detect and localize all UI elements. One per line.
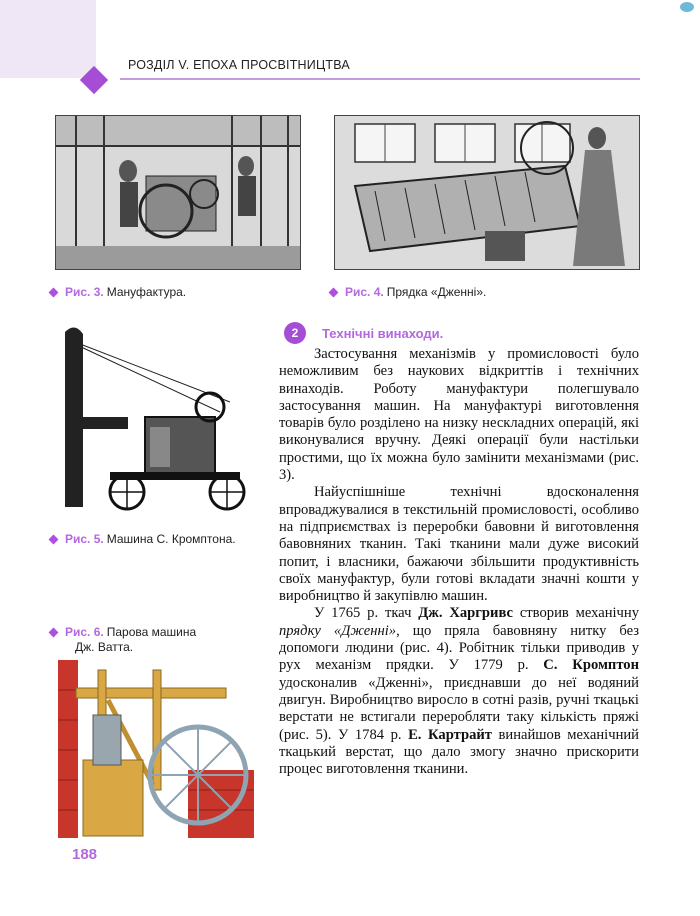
figure-caption-5: Рис. 5. Машина С. Кромптона. <box>50 532 236 547</box>
caption-bullet-icon <box>49 628 59 638</box>
figure-crompton-machine-image <box>55 322 255 520</box>
figure-caption-6: Рис. 6. Парова машина Дж. Ватта. <box>50 625 196 655</box>
figure-spinning-jenny-image <box>334 115 640 270</box>
figure-caption-4: Рис. 4. Прядка «Дженні». <box>330 285 486 300</box>
figure-steam-engine-image <box>58 660 254 838</box>
chapter-title: РОЗДІЛ V. ЕПОХА ПРОСВІТНИЦТВА <box>128 58 350 72</box>
caption-bullet-icon <box>49 288 59 298</box>
header-divider <box>120 78 640 80</box>
person-name: Е. Картрайт <box>408 726 492 743</box>
section-title: Технічні винаходи. <box>322 326 444 341</box>
corner-logo-icon <box>680 2 694 12</box>
paragraph: Застосування механізмів у промисловості було неможливим без наукових відкриттів і технічних винаходів. Роботу мануфактури полегшувало застосування машин. На мануфактурі виготовлення товарів було розділено на низку нескладних операцій, які виконувалися вручну. Деякі операції були настільки простими, що їх можна було замінити механізмами (рис. 3). <box>279 346 639 484</box>
term-italic: прядку «Дженні» <box>279 622 397 639</box>
main-text <box>279 346 639 778</box>
header-side-strip <box>0 0 96 78</box>
page-number: 188 <box>72 846 98 863</box>
person-name: Дж. Харгривс <box>418 605 513 622</box>
figure-manufactory-image <box>55 115 301 270</box>
caption-bullet-icon <box>329 288 339 298</box>
caption-bullet-icon <box>49 535 59 545</box>
person-name: С. Кромптон <box>543 657 639 674</box>
figure-caption-3: Рис. 3. Мануфактура. <box>50 285 186 300</box>
paragraph: Найуспішніше технічні вдосконалення впроваджувалися в текстильній промисловості, особливо на підприємствах із переробки бавовни й виготовлення бавовняних тканин. Такі тканини мали дуже високий попит, і власники, бажаючи збільшити продуктивність своїх мануфактур, були готові вкладати значні кошти у виробництво й закупівлю машин. <box>279 484 639 605</box>
paragraph: У 1765 р. ткач Дж. Харгривс створив механічну прядку «Дженні», що пряла бавовняну нитку без допомоги людини (рис. 4). Робітник тільки приводив у рух механізм прядки. У 1779 р. С. Кромптон удосконалив «Дженні», приєднавши до неї водяний двигун. Виробництво виросло в сотні разів, ручні ткацькі верстати не встигали переробляти таку кількість пряжі (рис. 5). У 1784 р. Е. Картрайт винайшов механічний ткацький верстат, що дало змогу значно прискорити процес виготовлення тканини. <box>279 605 640 778</box>
section-number-badge: 2 <box>284 322 306 344</box>
